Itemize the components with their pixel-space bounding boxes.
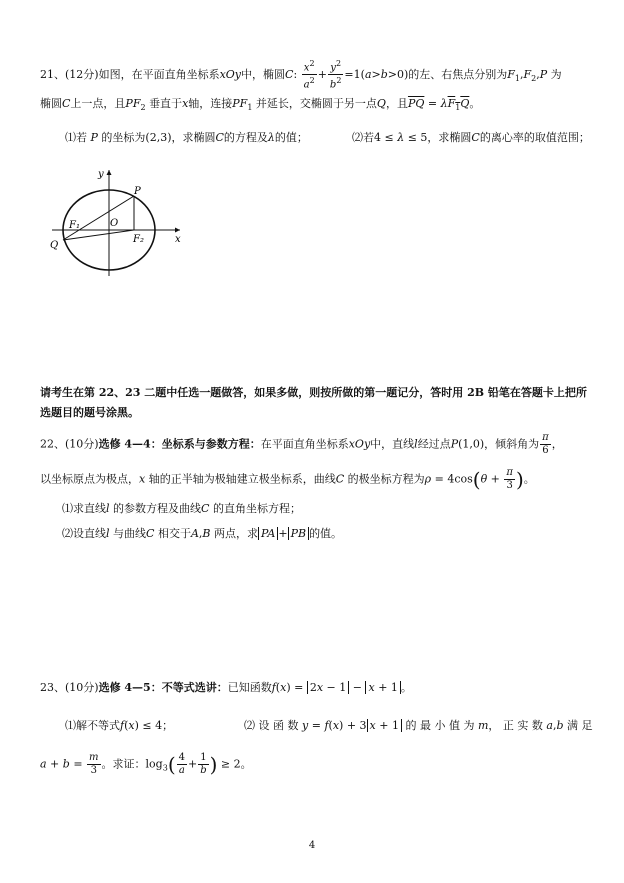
q21-parts: ⑴若 P 的坐标为(2,3)，求椭圆C的方程及λ的值； [65, 131, 308, 144]
q23-part1: ⑴解不等式f(x) ≤ 4； [65, 719, 174, 732]
page-number: 4 [308, 840, 316, 851]
segment-qp [63, 196, 134, 240]
label-q: Q [50, 240, 59, 251]
q21-line1: 21、(12分)如图，在平面直角坐标系xOy中，椭圆C: $\frac{x^2}{a^2}$ + $\frac{y^2}{b^2}$ =1(a>b>0)的左、右焦点分别为$F_1,F_2,P$ 为 [40, 59, 562, 91]
q23-line1: 23、(10分)选修 4—5：不等式选讲：已知函数f(x) = 2x − 1 − x + 1 。 [40, 681, 412, 694]
y-axis-arrow [107, 170, 112, 175]
q22-line2: 以坐标原点为极点，x 轴的正半轴为极轴建立极坐标系，曲线C 的极坐标方程为ρ = 4cos(θ + $\frac{\pi}{3}$ )。 [40, 467, 535, 492]
q21-line2: 椭圆C上一点，且$PF_2$ 垂直于x轴，连接$PF_1$ 并延长，交椭圆于另一点Q，且$\overline{PQ} = \lambda F_1Q$。 [40, 97, 481, 113]
label-x: x [175, 234, 181, 245]
q21-part2: ⑵若4 ≤ λ ≤ 5，求椭圆C的离心率的取值范围； [352, 131, 590, 144]
instruction-line1: 请考生在第 22、23 二题中任选一题做答，如果多做，则按所做的第一题记分，答时用 2B 铅笔在答题卡上把所 [40, 386, 587, 399]
ellipse-frac-y: $\frac{y^2}{b^2}$ [329, 59, 342, 91]
q23-part2-line2: a + b = $\frac{m}{3}$ 。求证：$\log_3$( $\frac{4}{a}$ + $\frac{1}{b}$ ) ≥ 2。 [40, 752, 252, 777]
label-f2: F₂ [133, 234, 144, 245]
q22-line1: 22、(10分)选修 4—4：坐标系与参数方程：在平面直角坐标系xOy中，直线l经过点P(1,0)，倾斜角为 $\frac{\pi}{6}$ ， [40, 432, 563, 456]
ellipse-figure [38, 168, 188, 280]
q23-part2-line1: ⑵ 设 函 数 y = f(x) + 3 x + 1 的 最 小 值 为 m， 正 实 数 a,b 满 足 [244, 719, 593, 732]
x-axis-arrow [175, 228, 180, 233]
ellipse-frac-x: $\frac{x^2}{a^2}$ [303, 59, 315, 91]
segment-qf2 [63, 230, 134, 240]
instruction-line2: 选题目的题号涂黑。 [40, 406, 139, 419]
q22-part2: ⑵设直线l 与曲线C 相交于A,B 两点，求 PA + PB 的值。 [62, 527, 343, 540]
label-o: O [110, 218, 119, 229]
label-f1: F₁ [69, 220, 80, 231]
label-p: P [134, 186, 141, 197]
q22-part1: ⑴求直线l 的参数方程及曲线C 的直角坐标方程； [62, 502, 301, 515]
label-y: y [98, 169, 104, 180]
